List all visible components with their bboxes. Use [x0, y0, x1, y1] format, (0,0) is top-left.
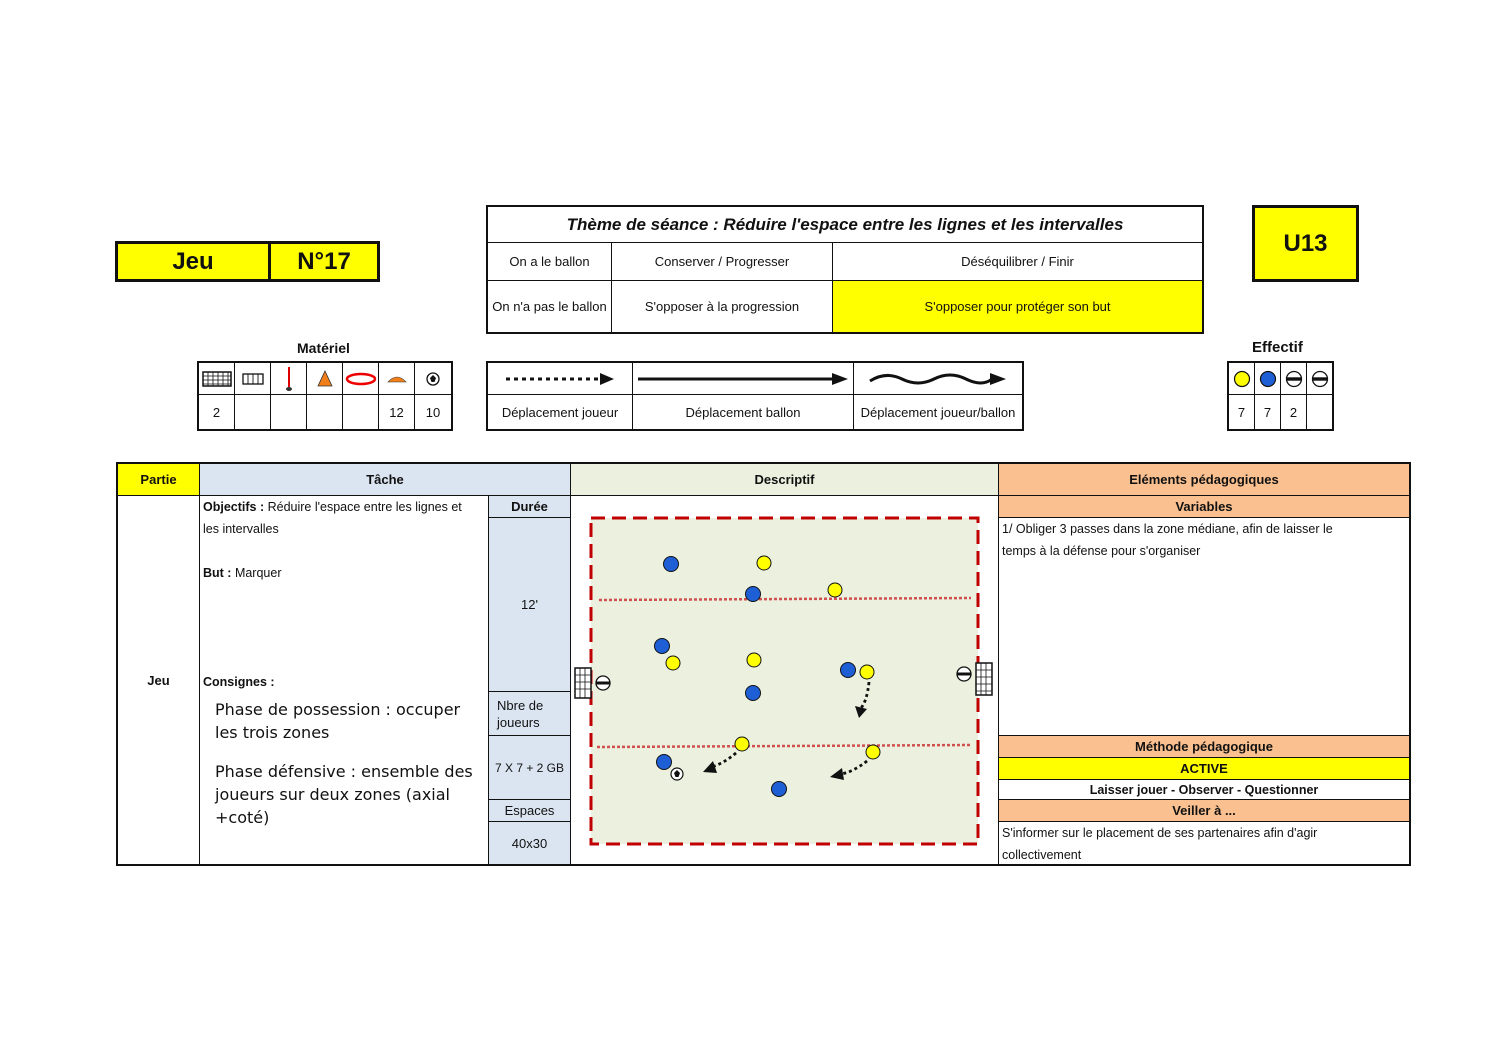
yellow-player	[866, 745, 880, 759]
ball-icon	[415, 363, 451, 395]
blue-player-icon	[1255, 363, 1281, 395]
header-tache: Tâche	[200, 464, 571, 496]
theme-cell: On n'a pas le ballon	[488, 281, 612, 332]
objectifs-label: Objectifs :	[203, 500, 265, 514]
pitch-area	[591, 518, 978, 844]
small-goal-icon	[235, 363, 271, 395]
materiel-count	[235, 395, 271, 429]
theme-title-cell	[488, 207, 1202, 243]
theme-cell: Déséquilibrer / Finir	[833, 243, 1202, 281]
game-title-box	[115, 241, 380, 282]
effectif-count: 7	[1255, 395, 1281, 429]
duree-value: 12'	[489, 518, 571, 692]
blue-player	[746, 587, 761, 602]
blue-player	[841, 663, 856, 678]
cone-icon	[307, 363, 343, 395]
duree-label: Durée	[489, 496, 571, 518]
materiel-grid	[197, 361, 453, 431]
game-label: Jeu	[118, 244, 271, 279]
movement-legend	[486, 361, 1024, 431]
materiel-count	[343, 395, 379, 429]
partie-value: Jeu	[118, 496, 200, 864]
methode-label: Méthode pédagogique	[999, 736, 1409, 758]
yellow-player-icon	[1229, 363, 1255, 395]
theme-cell: Conserver / Progresser	[612, 243, 833, 281]
goalkeeper-icon	[1307, 363, 1332, 395]
espaces-value: 40x30	[489, 822, 571, 864]
yellow-player	[860, 665, 874, 679]
theme-cell: On a le ballon	[488, 243, 612, 281]
joueurs-value: 7 X 7 + 2 GB	[489, 736, 571, 800]
materiel-count	[271, 395, 307, 429]
joueurs-label: Nbre de joueurs	[489, 692, 571, 736]
theme-title: Thème de séance : Réduire l'espace entre les lignes et les intervalles	[566, 214, 1124, 234]
yellow-player	[757, 556, 771, 570]
consigne-item: Phase défensive : ensemble des joueurs sur deux zones (axial +coté)	[215, 762, 473, 827]
goalkeeper-icon	[1281, 363, 1307, 395]
flat-marker-icon	[379, 363, 415, 395]
goal-icon	[199, 363, 235, 395]
game-number: N°17	[297, 247, 351, 275]
effectif-title: Effectif	[1252, 339, 1303, 356]
theme-cell-highlight: S'opposer pour protéger son but	[833, 281, 1202, 332]
legend-label: Déplacement ballon	[633, 395, 854, 429]
objectifs-text: Réduire l'espace entre les lignes et les intervalles	[203, 500, 462, 536]
veiller-label: Veiller à ...	[999, 800, 1409, 822]
task-description	[200, 496, 489, 864]
right-goal-icon	[976, 663, 992, 695]
effectif-count: 2	[1281, 395, 1307, 429]
ball-icon	[671, 768, 683, 780]
variables-label: Variables	[999, 496, 1409, 518]
yellow-player	[735, 737, 749, 751]
pole-icon	[271, 363, 307, 395]
espaces-label: Espaces	[489, 800, 571, 822]
methode-value: ACTIVE	[999, 758, 1409, 780]
solid-arrow-icon	[633, 363, 854, 395]
session-table	[116, 462, 1411, 866]
blue-player	[664, 557, 679, 572]
header-partie: Partie	[118, 464, 200, 496]
materiel-title: Matériel	[297, 340, 350, 356]
effectif-grid	[1227, 361, 1334, 431]
left-goal-icon	[575, 668, 591, 698]
category-badge: U13	[1252, 205, 1359, 282]
theme-cell: S'opposer à la progression	[612, 281, 833, 332]
yellow-player	[828, 583, 842, 597]
yellow-player	[747, 653, 761, 667]
blue-player	[657, 755, 672, 770]
pitch-diagram	[571, 496, 999, 864]
dotted-arrow-icon	[488, 363, 633, 395]
consignes-label: Consignes :	[203, 675, 275, 689]
materiel-count: 2	[199, 395, 235, 429]
variables-text: 1/ Obliger 3 passes dans la zone médiane, afin de laisser le temps à la défense pour s'organiser	[999, 518, 1409, 736]
blue-player	[655, 639, 670, 654]
legend-label: Déplacement joueur/ballon	[860, 404, 1016, 420]
materiel-count: 10	[425, 404, 441, 420]
consigne-item: Phase de possession : occuper les trois zones	[215, 700, 461, 742]
wavy-arrow-icon	[854, 363, 1022, 395]
effectif-count: 7	[1229, 395, 1255, 429]
blue-player	[772, 782, 787, 797]
effectif-count	[1307, 395, 1332, 429]
header-descriptif: Descriptif	[571, 464, 999, 496]
veiller-text: S'informer sur le placement de ses partenaires afin d'agir collectivement	[1002, 826, 1318, 862]
but-label: But :	[203, 566, 232, 580]
but-text: Marquer	[231, 566, 282, 580]
hoop-icon	[343, 363, 379, 395]
materiel-count: 12	[379, 395, 415, 429]
methode-steps: Laisser jouer - Observer - Questionner	[999, 780, 1409, 800]
goalkeeper-right	[957, 667, 971, 681]
goalkeeper-left	[596, 676, 610, 690]
legend-label: Déplacement joueur	[488, 395, 633, 429]
materiel-count	[307, 395, 343, 429]
yellow-player	[666, 656, 680, 670]
blue-player	[746, 686, 761, 701]
header-elements: Eléments pédagogiques	[999, 464, 1409, 496]
theme-table	[486, 205, 1204, 334]
